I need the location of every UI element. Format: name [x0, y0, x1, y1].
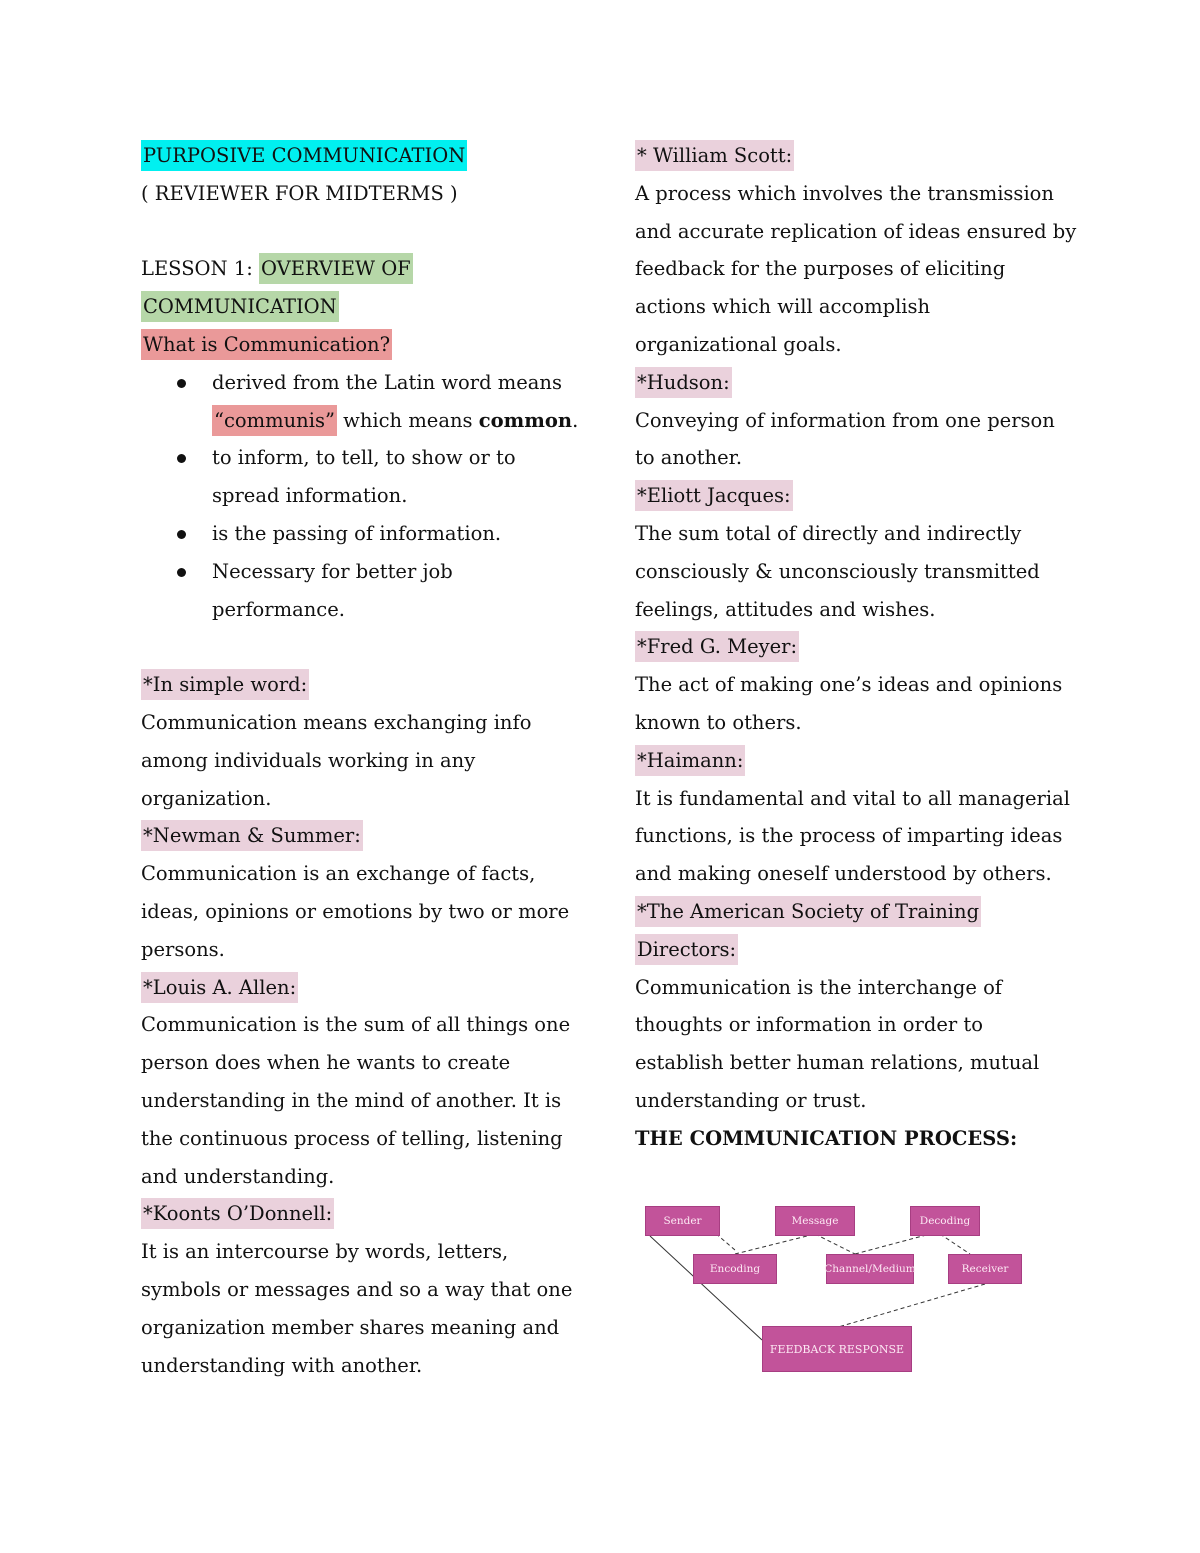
document-subtitle: ( REVIEWER FOR MIDTERMS ) [141, 181, 458, 205]
definition-text: understanding with another. [141, 1353, 423, 1377]
connector-encoding-message [735, 1234, 815, 1254]
definition-heading: *Hudson: [635, 367, 732, 398]
bullet-text: performance. [212, 597, 345, 621]
definition-heading: *In simple word: [141, 669, 309, 700]
connector-receiver-feedback [835, 1284, 985, 1328]
definition-text: It is an intercourse by words, letters, [141, 1240, 509, 1264]
definition-text: to another. [635, 446, 743, 470]
definition-text: feelings, attitudes and wishes. [635, 597, 936, 621]
definition-heading: *Koonts O’Donnell: [141, 1198, 334, 1229]
definition-text: The act of making one’s ideas and opinions [635, 673, 1063, 697]
definition-text: and accurate replication of ideas ensured by [635, 219, 1077, 243]
bullet-text: Necessary for better job [212, 559, 453, 583]
definition-heading: *Louis A. Allen: [141, 972, 298, 1003]
definition-text: person does when he wants to create [141, 1051, 511, 1075]
definition-text: understanding or trust. [635, 1088, 867, 1112]
bullet-text: spread information. [212, 484, 408, 508]
definition-text: and understanding. [141, 1164, 335, 1188]
definition-text: organization. [141, 786, 272, 810]
definition-text: Communication is an exchange of facts, [141, 862, 536, 886]
definition-text: The sum total of directly and indirectly [635, 521, 1022, 545]
diagram-box-channel: Channel/Medium [826, 1254, 914, 1284]
definition-heading-cont: Directors: [635, 934, 738, 965]
definition-bullets [141, 364, 581, 629]
definition-heading: *Newman & Summer: [141, 820, 363, 851]
process-heading: THE COMMUNICATION PROCESS: [635, 1126, 1018, 1150]
document-title: PURPOSIVE COMMUNICATION [141, 140, 467, 171]
definition-text: understanding in the mind of another. It is [141, 1088, 562, 1112]
bullet-text-mid: which means [336, 408, 479, 432]
definition-text: actions which will accomplish [635, 295, 931, 319]
definition-heading: *Haimann: [635, 745, 745, 776]
definition-text: thoughts or information in order to [635, 1013, 983, 1037]
definition-text: the continuous process of telling, listening [141, 1126, 563, 1150]
definition-text: establish better human relations, mutual [635, 1051, 1040, 1075]
definition-heading: *Eliott Jacques: [635, 480, 793, 511]
definition-text: symbols or messages and so a way that one [141, 1277, 573, 1301]
communication-process-diagram [640, 1200, 1030, 1380]
diagram-box-feedback: FEEDBACK RESPONSE [762, 1326, 912, 1372]
right-column [635, 137, 1077, 1158]
section-question: What is Communication? [141, 329, 392, 360]
bullet-item [141, 515, 581, 553]
definition-text: ideas, opinions or emotions by two or more [141, 899, 570, 923]
lesson-title [141, 250, 581, 288]
definition-text: consciously & unconsciously transmitted [635, 559, 1040, 583]
bullet-item [141, 364, 581, 440]
definition-text: and making oneself understood by others. [635, 862, 1052, 886]
bullet-item [141, 439, 581, 515]
bold-word: common [478, 408, 573, 432]
definition-text: known to others. [635, 710, 802, 734]
diagram-box-encoding: Encoding [693, 1254, 777, 1284]
lesson-prefix: LESSON 1: [141, 257, 259, 281]
bullet-text [212, 402, 581, 440]
diagram-box-message: Message [775, 1206, 855, 1236]
definition-text: Communication is the sum of all things one [141, 1013, 571, 1037]
definition-heading: *The American Society of Training [635, 896, 981, 927]
lesson-title-line2: COMMUNICATION [141, 291, 339, 322]
bullet-text: to inform, to tell, to show or to [212, 446, 516, 470]
diagram-box-receiver: Receiver [948, 1254, 1022, 1284]
definition-text: organization member shares meaning and [141, 1315, 560, 1339]
connector-channel-decoding [855, 1234, 930, 1254]
definition-heading: * William Scott: [635, 140, 794, 171]
definition-heading: *Fred G. Meyer: [635, 631, 799, 662]
definition-text: It is fundamental and vital to all managerial [635, 786, 1070, 810]
definition-text: organizational goals. [635, 332, 842, 356]
definition-text: functions, is the process of imparting ideas [635, 824, 1063, 848]
connector-decoding-receiver [940, 1234, 970, 1254]
bullet-text: is the passing of information. [212, 521, 502, 545]
diagram-box-sender: Sender [645, 1206, 720, 1236]
latin-word: “communis” [212, 405, 337, 436]
definition-text: persons. [141, 937, 225, 961]
definition-text: A process which involves the transmission [635, 181, 1054, 205]
definition-text: Communication means exchanging info [141, 710, 532, 734]
definition-text: Communication is the interchange of [635, 975, 1003, 999]
lesson-title-line1: OVERVIEW OF [259, 253, 413, 284]
bullet-text-end: . [572, 408, 579, 432]
connector-message-channel [815, 1234, 855, 1254]
left-column [141, 137, 581, 1384]
bullet-text: derived from the Latin word means [212, 370, 562, 394]
definition-text: Conveying of information from one person [635, 408, 1055, 432]
diagram-box-decoding: Decoding [910, 1206, 980, 1236]
bullet-item [141, 553, 581, 629]
definition-text: feedback for the purposes of eliciting [635, 257, 1006, 281]
definition-text: among individuals working in any [141, 748, 476, 772]
